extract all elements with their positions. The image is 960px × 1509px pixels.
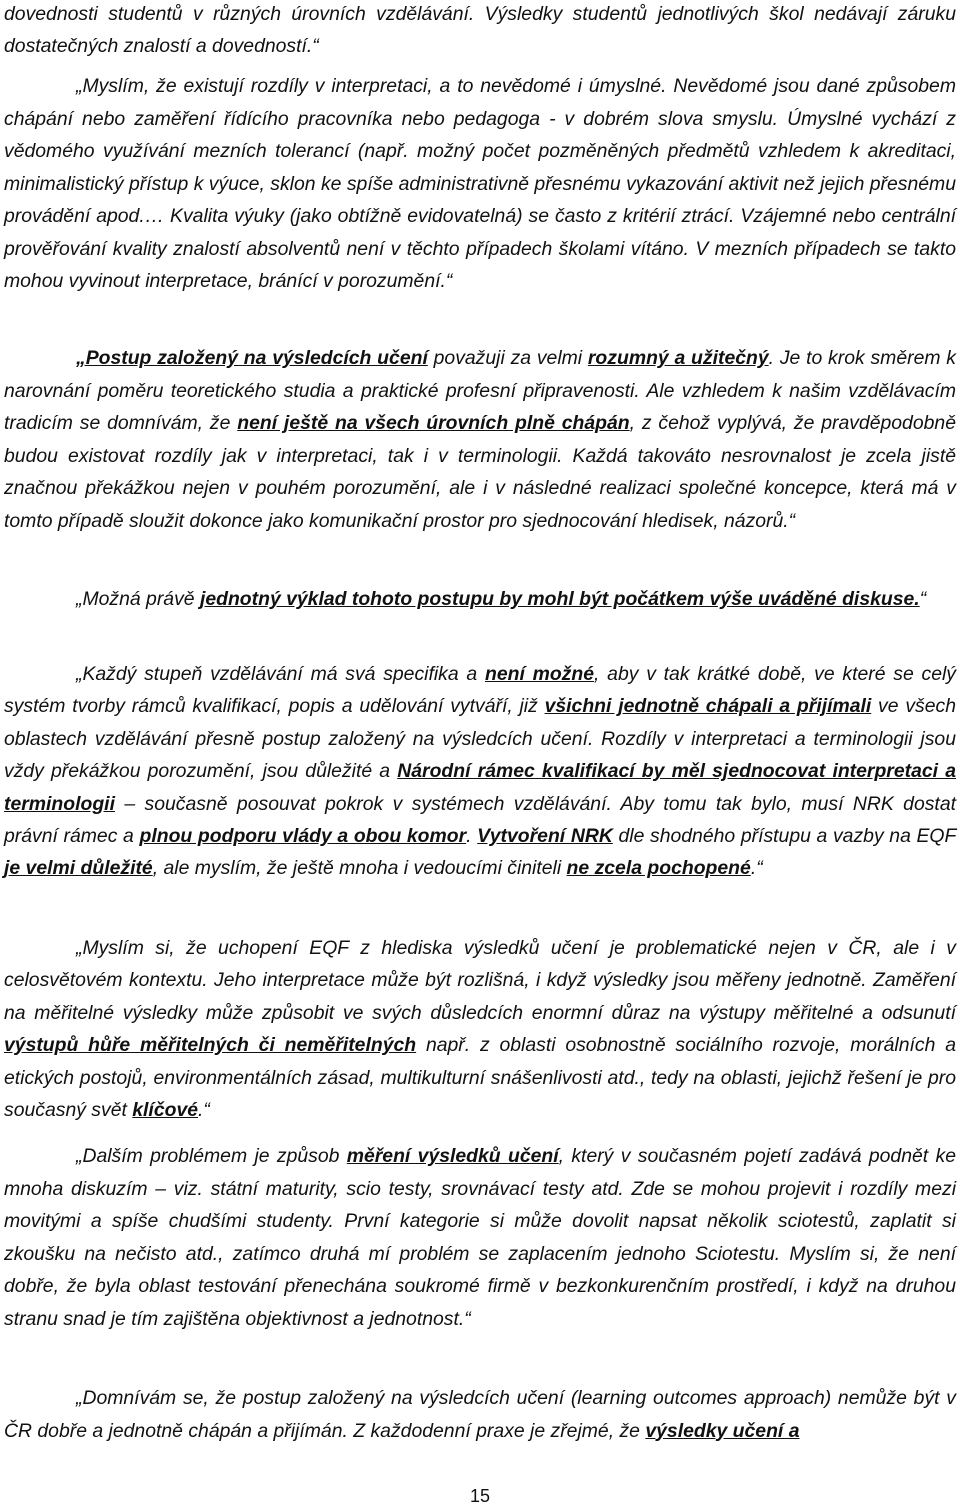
paragraph-text-run: „Každý stupeň vzdělávání má svá specifika a: [76, 663, 485, 685]
paragraph-text-run: “: [919, 588, 927, 610]
paragraph-text-run: „Myslím si, že uchopení EQF z hlediska výsledků učení je problematické nejen v ČR, ale i v celosvětovém kontextu. Jeho interpretace může být rozlišná, i když výsledky jsou měřeny jednotně. Zaměření na měřitelné výsledky může způsobit ve svých důsledcích enormní důraz na výstupy měřitelné a odsunutí: [4, 937, 956, 1024]
paragraph-text-run: není možné: [484, 663, 595, 685]
paragraph-text-run: – současně posouvat pokrok v systémech vzdělávání. Aby tomu tak bylo, musí NRK dostat právní rámec a: [4, 792, 956, 848]
paragraph-text-run: .“: [198, 1099, 210, 1122]
quote-paragraph: [4, 583, 956, 615]
quote-paragraph: [4, 70, 956, 298]
paragraph-text-run: klíčové: [132, 1099, 199, 1122]
paragraph-text-run: , ale myslím, že ještě mnoha i vedoucími činiteli: [152, 857, 567, 880]
paragraph-text-run: „Dalším problémem je způsob: [76, 1145, 347, 1167]
page-number: 15: [469, 1486, 491, 1506]
paragraph-text-run: jednotný výklad tohoto postupu by mohl být počátkem výše uváděné diskuse.: [199, 588, 920, 610]
paragraph-text-run: považuji za velmi: [427, 347, 588, 369]
paragraph-text-run: , který v současném pojetí zadává podnět ke mnoha diskuzím – viz. státní maturity, scio testy, srovnávací testy atd. Zde se mohou projevit i rozdíly mezi movitými a spíše chudšími studenty. První kategorie si může dovolit napsat několik sciotestů, zaplatit si zkoušku na nečisto atd., zatímco druhá mí problém se zaplacením jednoho Sciotestu. Myslím si, že není dobře, že byla oblast testování přenechána soukromé firmě v bezkonkurenčním prostředí, i když na druhou stranu snad je tím zajištěna objektivnost a jednotnost.“: [4, 1145, 956, 1330]
paragraph-text-run: „Myslím, že existují rozdíly v interpretaci, a to nevědomé i úmyslné. Nevědomé jsou dané způsobem chápání nebo zaměření řídícího pracovníka nebo pedagoga - v dobrém slova smyslu. Úmyslné vychází z vědomého využívání mezních tolerancí (např. možný počet pozměněných předmětů vzhledem k akreditaci, minimalistický přístup k výuce, sklon ke spíše administrativně přesnému vykazování aktivit než jejich přesnému provádění apod.… Kvalita výuky (jako obtížně evidovatelná) se často z kritérií ztrácí. Vzájemné nebo centrální prověřování kvality znalostí absolventů není v těchto případech školami vítáno. V mezních případech se takto mohou vyvinout interpretace, bránící v porozumění.“: [4, 75, 956, 292]
paragraph-text-run: .“: [750, 857, 763, 880]
paragraph-text-run: dle shodného přístupu a vazby na EQF: [612, 825, 957, 848]
quote-paragraph: [4, 658, 956, 885]
quote-paragraph: [4, 0, 956, 62]
paragraph-text-run: dovednosti studentů v různých úrovních vzdělávání. Výsledky studentů jednotlivých škol nedávají záruku dostatečných znalostí a dovedností.“: [4, 3, 956, 57]
paragraph-text-run: Národní rámec kvalifikací by měl sjednocovat interpretaci a terminologii: [4, 760, 956, 815]
paragraph-text-run: měření výsledků učení: [346, 1145, 559, 1167]
paragraph-text-run: rozumný a užitečný: [587, 347, 769, 369]
paragraph-text-run: všichni jednotně chápali a přijímali: [544, 695, 872, 718]
paragraph-text-run: , z čehož vyplývá, že pravděpodobně budou existovat rozdíly jak v interpretaci, tak i v terminologii. Každá takováto nesrovnalost je zcela jistě značnou překážkou nejen v pouhém porozumění, ale i v následné realizaci společné koncepce, která má v tomto případě sloužit dokonce jako komunikační prostor pro sjednocování hledisek, názorů.“: [4, 412, 956, 532]
quote-paragraph: [4, 1140, 956, 1335]
paragraph-text-run: . Je to krok směrem k narovnání poměru teoretického studia a praktické profesní připravenosti. Ale vzhledem k našim vzdělávacím tradicím se domnívám, že: [4, 347, 956, 435]
paragraph-text-run: ve všech oblastech vzdělávání přesně postup založený na výsledcích učení. Rozdíly v interpretaci a terminologii jsou vždy překážkou porozumění, jsou důležité a: [4, 695, 956, 783]
quote-paragraph: [4, 1382, 956, 1447]
quote-paragraph: [4, 342, 956, 538]
paragraph-text-run: není ještě na všech úrovních plně chápán: [237, 412, 630, 435]
paragraph-text-run: výsledky učení a: [645, 1419, 800, 1442]
paragraph-text-run: .: [466, 825, 478, 848]
paragraph-text-run: „Možná právě: [76, 588, 200, 610]
paragraph-text-run: ne zcela pochopené: [566, 857, 751, 880]
paragraph-text-run: , aby v tak krátké době, ve které se celý systém tvorby rámců kvalifikací, popis a udělování vytváří, již: [4, 663, 956, 718]
paragraph-text-run: např. z oblasti osobnostně sociálního rozvoje, morálních a etických postojů, environmentálních zásad, multikulturní snášenlivosti atd., tedy na oblasti, jejichž řešení je pro současný svět: [4, 1034, 956, 1122]
paragraph-text-run: „Postup založený na výsledcích učení: [76, 347, 428, 369]
paragraph-text-run: výstupů hůře měřitelných či neměřitelných: [4, 1034, 417, 1057]
paragraph-text-run: plnou podporu vlády a obou komor: [139, 825, 467, 848]
quote-paragraph: [4, 932, 956, 1126]
paragraph-text-run: je velmi důležité: [4, 857, 153, 880]
paragraph-text-run: Vytvoření NRK: [477, 825, 613, 848]
paragraph-text-run: „Domnívám se, že postup založený na výsledcích učení (learning outcomes approach) nemůže být v ČR dobře a jednotně chápán a přijímán. Z každodenní praxe je zřejmé, že: [4, 1387, 956, 1442]
